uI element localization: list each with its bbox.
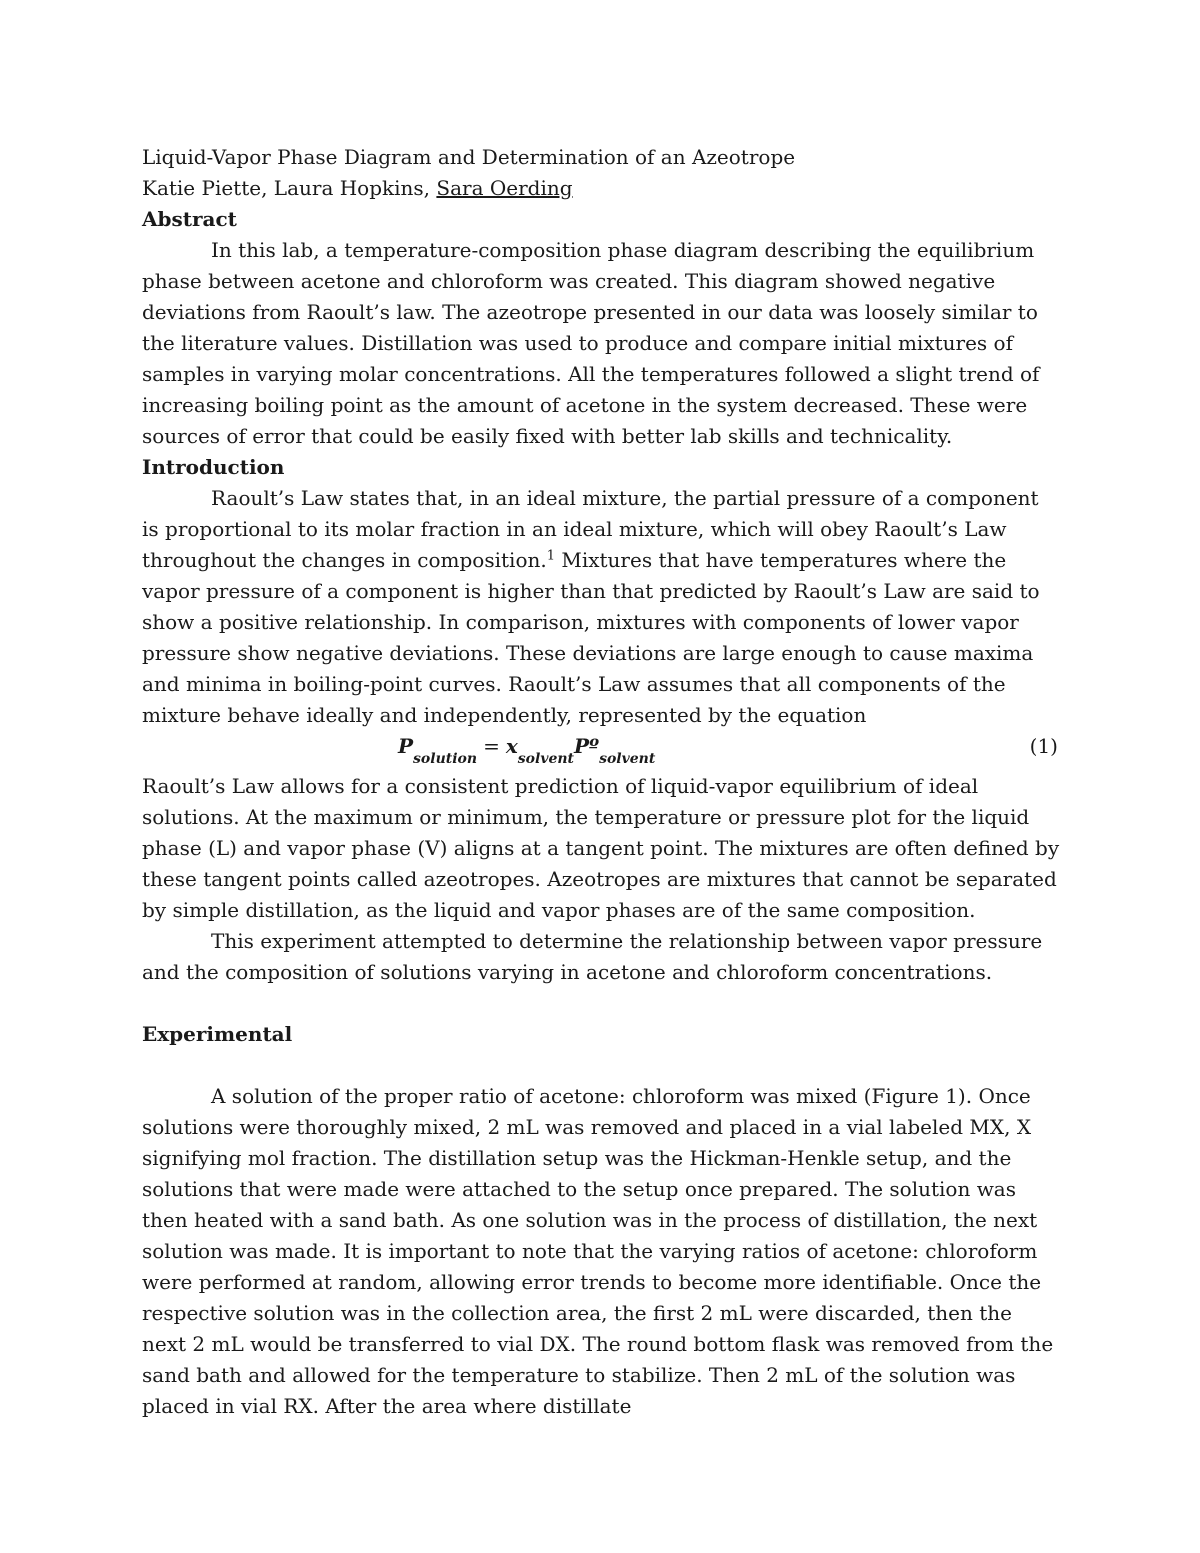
introduction-paragraph-2: Raoult’s Law allows for a consistent prediction of liquid-vapor equilibrium of ideal solutions. At the maximum or minimum, the temperature or pressure plot for the liquid phase (L) and vapor phase (V) aligns at a tangent point. The mixtures are often defined by these tangent points called azeotropes. Azeotropes are mixtures that cannot be separated by simple distillation, as the liquid and vapor phases are of the same composition. — [142, 774, 1060, 922]
eq-x: x — [505, 734, 518, 758]
equation-number: (1) — [1029, 734, 1058, 758]
abstract-paragraph: In this lab, a temperature-composition phase diagram describing the equilibrium phase between acetone and chloroform was created. This diagram showed negative deviations from Raoult’s law. The azeotrope presented in our data was loosely similar to the literature values. Distillation was used to produce and compare initial mixtures of samples in varying molar concentrations. All the temperatures followed a slight trend of increasing boiling point as the amount of acetone in the system decreased. These were sources of error that could be easily fixed with better lab skills and technicality. — [142, 238, 1040, 448]
experimental-paragraph: A solution of the proper ratio of acetone: chloroform was mixed (Figure 1). Once solutions were thoroughly mixed, 2 mL was removed and placed in a vial labeled MX, X signifying mol fraction. The distillation setup was the Hickman-Henkle setup, and the solutions that were made were attached to the setup once prepared. The solution was then heated with a sand bath. As one solution was in the process of distillation, the next solution was made. It is important to note that the varying ratios of acetone: chloroform were performed at random, allowing error trends to become more identifiable. Once the respective solution was in the collection area, the first 2 mL were discarded, then the next 2 mL would be transferred to vial DX. The round bottom flask was removed from the sand bath and allowed for the temperature to stabilize. Then 2 mL of the solution was placed in vial RX. After the area where distillate — [142, 1084, 1054, 1418]
eq-p-sub: solution — [413, 751, 478, 767]
equation-body — [398, 731, 655, 765]
authors-plain: Katie Piette, Laura Hopkins, — [142, 176, 437, 200]
document-title: Liquid-Vapor Phase Diagram and Determination of an Azeotrope — [142, 145, 796, 169]
reference-marker: 1 — [546, 548, 555, 564]
eq-p0-sub: solvent — [599, 751, 656, 767]
intro-p1-text-b: Mixtures that have temperatures where the vapor pressure of a component is higher than that predicted by Raoult’s Law are said to show a positive relationship. In comparison, mixtures with components of lower vapor pressure show negative deviations. These deviations are large enough to cause maxima and minima in boiling-point curves. Raoult’s Law assumes that all components of the mixture behave ideally and independently, represented by the equation — [142, 548, 1040, 727]
spacer — [142, 988, 1060, 1019]
experimental-heading: Experimental — [142, 1022, 293, 1046]
document-page — [142, 142, 1060, 1422]
raoult-equation — [142, 731, 1060, 771]
author-line — [142, 173, 1060, 204]
eq-x-sub: solvent — [517, 751, 575, 767]
introduction-paragraph-1 — [142, 483, 1060, 731]
author-underlined: Sara Oerding — [436, 176, 573, 200]
introduction-paragraph-3: This experiment attempted to determine the relationship between vapor pressure and the composition of solutions varying in acetone and chloroform concentrations. — [142, 929, 1043, 984]
eq-equals: = — [483, 734, 500, 758]
introduction-heading: Introduction — [142, 455, 285, 479]
eq-p: P — [398, 734, 414, 758]
spacer — [142, 1050, 1060, 1081]
abstract-heading: Abstract — [142, 207, 237, 231]
eq-p0: Pº — [574, 734, 600, 758]
intro-p1-text-a: Raoult’s Law states that, in an ideal mixture, the partial pressure of a component is proportional to its molar fraction in an ideal mixture, which will obey Raoult’s Law throughout the changes in composition. — [142, 486, 1039, 572]
